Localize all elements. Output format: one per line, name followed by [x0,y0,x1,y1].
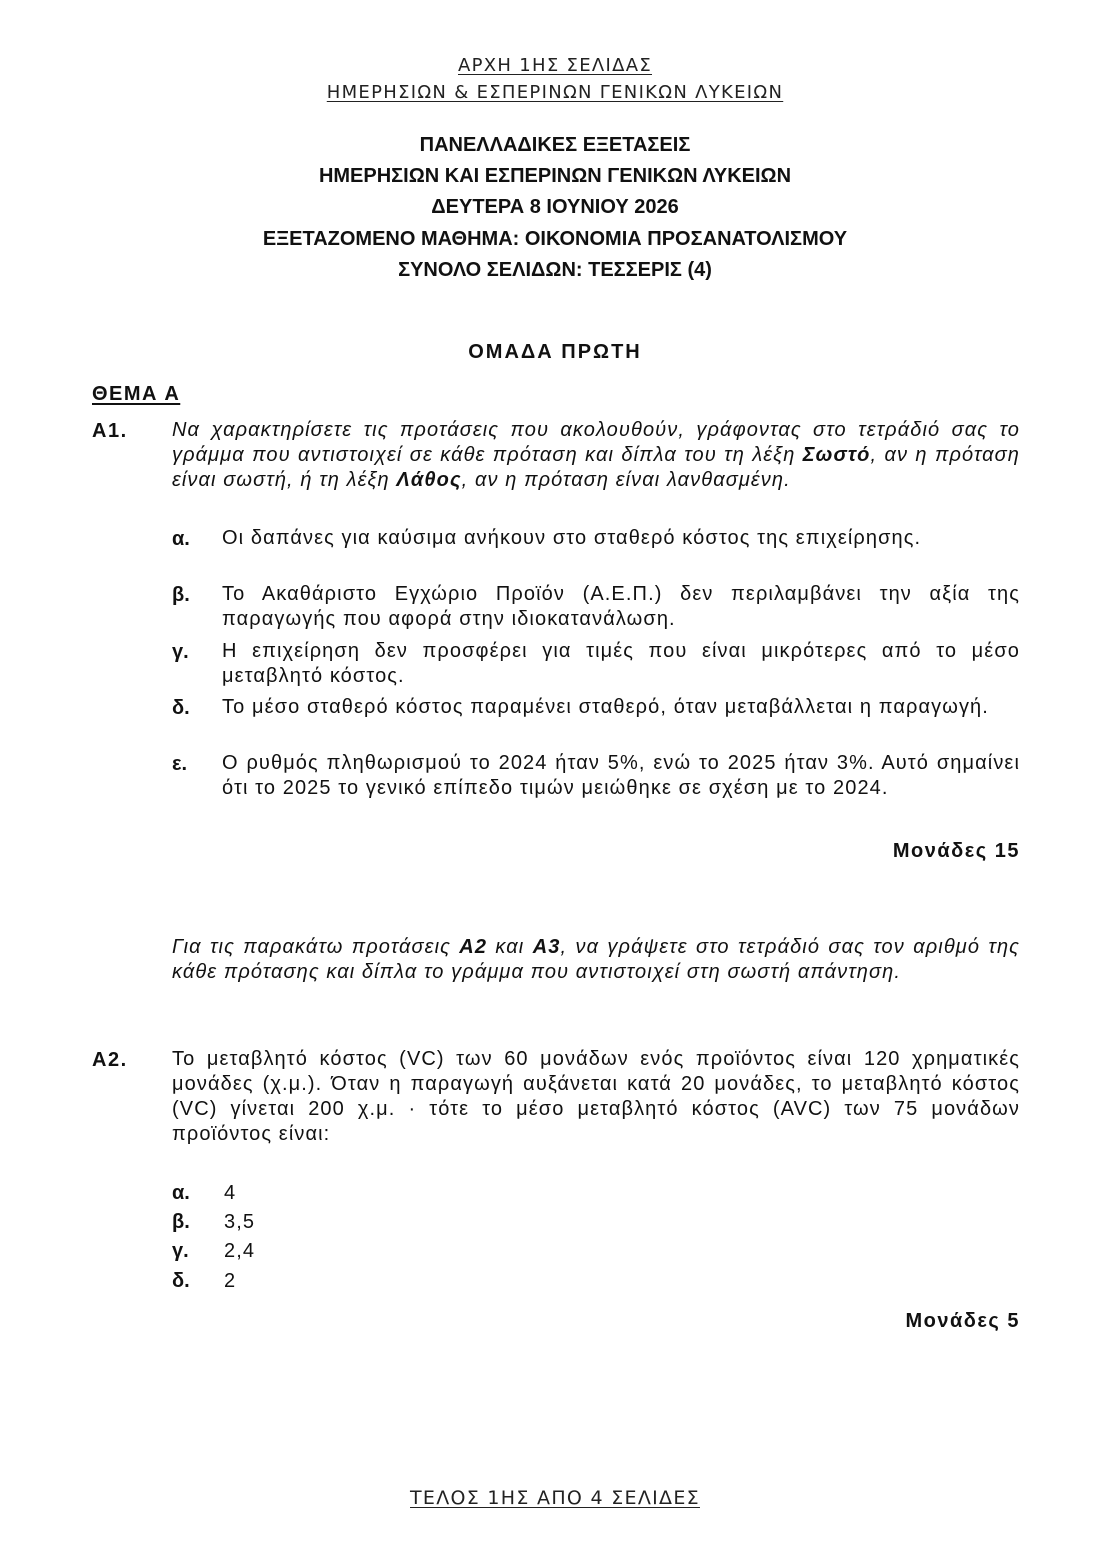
a2-option-value: 2,4 [224,1240,256,1262]
a2-a3-instructions [172,935,1020,985]
a1-item-text: Ο ρυθμός πληθωρισμού το 2024 ήταν 5%, ενώ το 2025 ήταν 3%. Αυτό σημαίνει ότι το 2025 το γενικό επίπεδο τιμών μειώθηκε σε σχέση με το 2024. [222,752,1020,799]
a1-item-letter: β. [172,584,190,606]
a1-item-letter: γ. [172,641,189,663]
a2-option-letter: α. [172,1182,190,1204]
exam-title: ΠΑΝΕΛΛΑΔΙΚΕΣ ΕΞΕΤΑΣΕΙΣ [419,134,691,156]
a1-item-text: Η επιχείρηση δεν προσφέρει για τιμές που είναι μικρότερες από το μέσο μεταβλητό κόστος. [222,640,1020,687]
a1-item-letter: ε. [172,753,188,775]
a1-instr-correct-word: Σωστό [802,444,871,466]
a2-marks: Μονάδες 5 [905,1310,1020,1332]
a1-item-text: Το μέσο σταθερό κόστος παραμένει σταθερό, όταν μεταβάλλεται η παραγωγή. [222,696,989,718]
exam-subject: ΕΞΕΤΑΖΟΜΕΝΟ ΜΑΘΗΜΑ: ΟΙΚΟΝΟΜΙΑ ΠΡΟΣΑΝΑΤΟΛΙΣΜΟΥ [262,228,848,250]
a1-item-letter: δ. [172,697,190,719]
exam-date: ΔΕΥΤΕΡΑ 8 ΙΟΥΝΙΟΥ 2026 [431,196,679,218]
group-title: ΟΜΑΔΑ ΠΡΩΤΗ [468,341,642,363]
question-a2-text: Το μεταβλητό κόστος (VC) των 60 μονάδων ενός προϊόντος είναι 120 χρηματικές μονάδες (χ.μ.). Όταν η παραγωγή αυξάνεται κατά 20 μονάδες, το μεταβλητό κόστος (VC) γίνεται 200 χ.μ. · τότε το μέσο μεταβλητό κόστος (AVC) των 75 μονάδων προϊόντος είναι: [172,1048,1020,1145]
header-page-start: ΑΡΧΗ 1ΗΣ ΣΕΛΙΔΑΣ [457,55,652,76]
a2a3-instr-text-end: , να γράψετε στο τετράδιό σας τον αριθμό της κάθε πρότασης και δίπλα το γράμμα που αντιστοιχεί στη σωστή απάντηση. [172,936,1021,983]
a2-option-letter: δ. [172,1270,190,1292]
a1-item-text: Το Ακαθάριστο Εγχώριο Προϊόν (Α.Ε.Π.) δεν περιλαμβάνει την αξία της παραγωγής που αφορά στην ιδιοκατανάλωση. [222,583,1020,630]
question-a1-instructions [172,418,1020,493]
exam-page-count: ΣΥΝΟΛΟ ΣΕΛΙΔΩΝ: ΤΕΣΣΕΡΙΣ (4) [398,259,712,281]
footer-page-end: ΤΕΛΟΣ 1ΗΣ ΑΠΟ 4 ΣΕΛΙΔΕΣ [410,1487,700,1509]
question-a1-number: Α1. [92,420,128,442]
a2a3-instr-and: και [487,936,533,958]
header-school-type: ΗΜΕΡΗΣΙΩΝ & ΕΣΠΕΡΙΝΩΝ ΓΕΝΙΚΩΝ ΛΥΚΕΙΩΝ [326,82,784,103]
a1-instr-text-mid: , αν η πρόταση είναι σωστή, ή τη λέξη [172,444,1020,491]
a2-option-value: 4 [224,1182,237,1204]
a2a3-instr-text: Για τις παρακάτω προτάσεις [172,936,460,958]
a2-option-value: 2 [224,1270,237,1292]
a1-instr-wrong-word: Λάθος [396,469,462,491]
a1-marks: Μονάδες 15 [892,840,1020,862]
a2-option-letter: β. [172,1211,190,1233]
a2-option-letter: γ. [172,1240,189,1262]
exam-schools: ΗΜΕΡΗΣΙΩΝ ΚΑΙ ΕΣΠΕΡΙΝΩΝ ΓΕΝΙΚΩΝ ΛΥΚΕΙΩΝ [318,165,792,187]
a1-instr-text: Να χαρακτηρίσετε τις προτάσεις που ακολουθούν, γράφοντας στο τετράδιό σας το γράμμα που αντιστοιχεί σε κάθε πρόταση και δίπλα του τη λέξη [172,419,1020,466]
question-a2-number: Α2. [92,1049,128,1071]
a2-option-value: 3,5 [224,1211,256,1233]
a2a3-instr-a2: Α2 [459,936,488,958]
a2a3-instr-a3: Α3 [532,936,561,958]
a1-item-text: Οι δαπάνες για καύσιμα ανήκουν στο σταθερό κόστος της επιχείρησης. [222,527,922,549]
a1-instr-text-end: , αν η πρόταση είναι λανθασμένη. [461,469,791,491]
a1-item-letter: α. [172,528,190,550]
theme-title: ΘΕΜΑ Α [92,383,181,405]
